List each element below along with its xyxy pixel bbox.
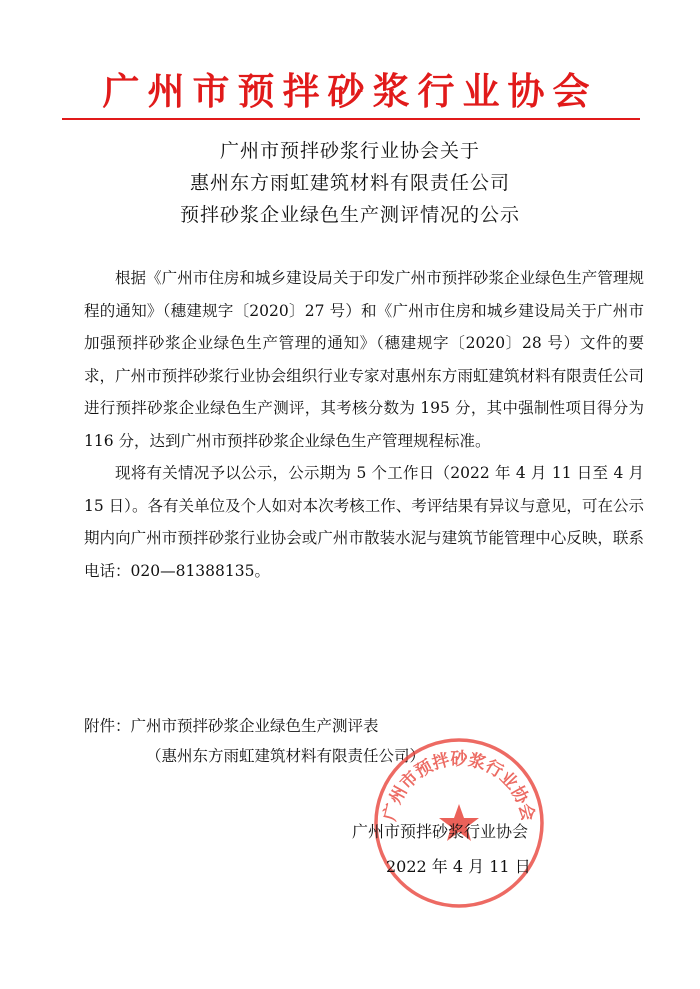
title-line-2: 惠州东方雨虹建筑材料有限责任公司 — [189, 172, 510, 194]
attachment-line-1: 附件：广州市预拌砂浆企业绿色生产测评表 — [84, 717, 379, 735]
signature-date: 2022 年 4 月 11 日 — [386, 857, 531, 876]
body-section — [84, 262, 644, 587]
header-divider — [62, 118, 640, 120]
attachment-line-2: （惠州东方雨虹建筑材料有限责任公司） — [146, 747, 426, 765]
signature-org: 广州市预拌砂浆行业协会 — [352, 822, 529, 841]
title-line-3: 预拌砂浆企业绿色生产测评情况的公示 — [179, 204, 520, 226]
body-paragraph-2: 现将有关情况予以公示，公示期为 5 个工作日（2022 年 4 月 11 日至 4 月 15 日）。各有关单位及个人如对本次考核工作、考评结果有异议与意见，可在公示期内向广州市预拌砂浆行业协会或广州市散装水泥与建筑节能管理中心反映，联系电话：020—81388135。 — [84, 464, 644, 580]
title-line-1: 广州市预拌砂浆行业协会关于 — [219, 140, 480, 162]
seal-text: 广州市预拌砂浆行业协会 — [380, 749, 538, 823]
header-org-name: 广州市预拌砂浆行业协会 — [102, 70, 598, 113]
body-paragraph-1: 根据《广州市住房和城乡建设局关于印发广州市预拌砂浆企业绿色生产管理规程的通知》（穗建规字〔2020〕27 号）和《广州市住房和城乡建设局关于广州市加强预拌砂浆企业绿色生产管理的通知》（穗建规字〔2020〕28 号）文件的要求，广州市预拌砂浆行业协会组织行业专家对惠州东方雨虹建筑材料有限责任公司进行预拌砂浆企业绿色生产测评，其考核分数为 195 分，其中强制性项目得分为 116 分，达到广州市预拌砂浆企业绿色生产管理规程标准。 — [84, 269, 644, 450]
